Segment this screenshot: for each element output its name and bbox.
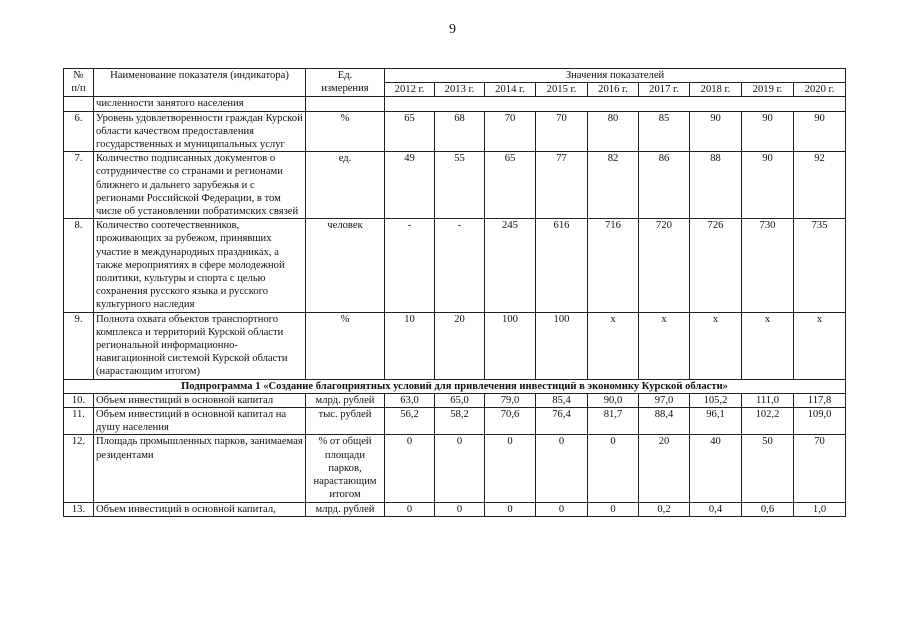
value-cell: 0 (385, 435, 435, 502)
header-values-group: Значения показателей (385, 69, 846, 83)
value-cell: 0,2 (639, 502, 690, 516)
value-cell: 0 (435, 502, 485, 516)
value-cell: 97,0 (639, 393, 690, 407)
row-number: 9. (64, 312, 94, 379)
value-cell: 0 (385, 502, 435, 516)
header-year: 2020 г. (794, 83, 846, 97)
value-cell: 90 (742, 111, 794, 152)
value-cell: 81,7 (588, 408, 639, 435)
value-cell: 0 (588, 502, 639, 516)
value-cell: х (690, 312, 742, 379)
table-row (64, 312, 846, 379)
table-row (64, 502, 846, 516)
header-year: 2015 г. (536, 83, 588, 97)
page-number: 9 (449, 22, 456, 37)
table-row (64, 219, 846, 312)
indicator-name: Площадь промышленных парков, занимаемая резидентами (94, 435, 306, 502)
unit-cell: % (306, 111, 385, 152)
value-cell: 76,4 (536, 408, 588, 435)
value-cell: 56,2 (385, 408, 435, 435)
row-number: 12. (64, 435, 94, 502)
value-cell: 109,0 (794, 408, 846, 435)
value-cell: 90 (690, 111, 742, 152)
indicator-name: Полнота охвата объектов транспортного комплекса и территорий Курской области региональной информационно-навигационной системой Курской области (нарастающим итогом) (94, 312, 306, 379)
value-cell: х (742, 312, 794, 379)
unit-cell: % (306, 312, 385, 379)
carry-over-text: численности занятого населения (94, 97, 306, 111)
value-cell: 77 (536, 152, 588, 219)
value-cell: 0 (485, 502, 536, 516)
row-number: 6. (64, 111, 94, 152)
header-year: 2014 г. (485, 83, 536, 97)
value-cell: 70 (794, 435, 846, 502)
indicator-name: Количество подписанных документов о сотрудничестве со странами и регионами ближнего и дальнего зарубежья и с регионами Российской Федерации, в том числе об установлении побратимских связей (94, 152, 306, 219)
value-cell: 716 (588, 219, 639, 312)
unit-cell: тыс. рублей (306, 408, 385, 435)
row-number: 11. (64, 408, 94, 435)
value-cell: х (794, 312, 846, 379)
value-cell: 0 (588, 435, 639, 502)
row-number: 13. (64, 502, 94, 516)
value-cell: 49 (385, 152, 435, 219)
value-cell: х (639, 312, 690, 379)
indicator-name: Объем инвестиций в основной капитал (94, 393, 306, 407)
value-cell: 70 (485, 111, 536, 152)
value-cell: 0,6 (742, 502, 794, 516)
indicator-name: Уровень удовлетворенности граждан Курской области качеством предоставления государственных и муниципальных услуг (94, 111, 306, 152)
value-cell: 111,0 (742, 393, 794, 407)
value-cell: 86 (639, 152, 690, 219)
row-number: 8. (64, 219, 94, 312)
indicators-table (63, 68, 846, 517)
value-cell: 0 (435, 435, 485, 502)
value-cell: 20 (435, 312, 485, 379)
value-cell: 82 (588, 152, 639, 219)
value-cell: - (435, 219, 485, 312)
table-row (64, 152, 846, 219)
unit-cell: ед. (306, 152, 385, 219)
value-cell: 65 (485, 152, 536, 219)
subprogram-title: Подпрограмма 1 «Создание благоприятных условий для привлечения инвестиций в экономику Курской области» (64, 379, 846, 393)
subprogram-row (64, 379, 846, 393)
unit-cell: человек (306, 219, 385, 312)
value-cell: 85 (639, 111, 690, 152)
unit-cell: млрд. рублей (306, 502, 385, 516)
indicator-name: Количество соотечественников, проживающих за рубежом, принявших участие в международных праздниках, а также мероприятиях в сфере молодежной политики, культуры и спорта с целью сохранения русского языка и русского культурного наследия (94, 219, 306, 312)
header-unit: Ед. измерения (306, 69, 385, 97)
value-cell: 1,0 (794, 502, 846, 516)
value-cell: 85,4 (536, 393, 588, 407)
value-cell: 88 (690, 152, 742, 219)
header-year: 2012 г. (385, 83, 435, 97)
value-cell: 79,0 (485, 393, 536, 407)
header-name: Наименование показателя (индикатора) (94, 69, 306, 97)
value-cell: 50 (742, 435, 794, 502)
header-year: 2016 г. (588, 83, 639, 97)
value-cell: 720 (639, 219, 690, 312)
value-cell: 65 (385, 111, 435, 152)
unit-cell: % от общей площади парков, нарастающим итогом (306, 435, 385, 502)
value-cell: - (385, 219, 435, 312)
value-cell: 0 (536, 435, 588, 502)
value-cell: 65,0 (435, 393, 485, 407)
value-cell: 68 (435, 111, 485, 152)
value-cell: 55 (435, 152, 485, 219)
value-cell: х (588, 312, 639, 379)
value-cell: 70 (536, 111, 588, 152)
value-cell: 735 (794, 219, 846, 312)
value-cell: 616 (536, 219, 588, 312)
value-cell: 245 (485, 219, 536, 312)
header-row-1 (64, 69, 846, 83)
unit-cell: млрд. рублей (306, 393, 385, 407)
table-row (64, 111, 846, 152)
value-cell: 90,0 (588, 393, 639, 407)
header-year: 2013 г. (435, 83, 485, 97)
row-number: 10. (64, 393, 94, 407)
value-cell: 63,0 (385, 393, 435, 407)
value-cell: 10 (385, 312, 435, 379)
table-row (64, 435, 846, 502)
value-cell: 730 (742, 219, 794, 312)
header-year: 2017 г. (639, 83, 690, 97)
value-cell: 90 (794, 111, 846, 152)
indicator-name: Объем инвестиций в основной капитал, (94, 502, 306, 516)
value-cell: 40 (690, 435, 742, 502)
value-cell: 0 (485, 435, 536, 502)
value-cell: 0,4 (690, 502, 742, 516)
table-row (64, 393, 846, 407)
table-row (64, 408, 846, 435)
value-cell: 90 (742, 152, 794, 219)
value-cell: 117,8 (794, 393, 846, 407)
value-cell: 100 (536, 312, 588, 379)
header-num: № п/п (64, 69, 94, 97)
value-cell: 70,6 (485, 408, 536, 435)
value-cell: 20 (639, 435, 690, 502)
value-cell: 58,2 (435, 408, 485, 435)
value-cell: 88,4 (639, 408, 690, 435)
indicator-name: Объем инвестиций в основной капитал на душу населения (94, 408, 306, 435)
value-cell: 96,1 (690, 408, 742, 435)
value-cell: 92 (794, 152, 846, 219)
carry-over-row (64, 97, 846, 111)
value-cell: 726 (690, 219, 742, 312)
header-year: 2019 г. (742, 83, 794, 97)
row-number: 7. (64, 152, 94, 219)
value-cell: 105,2 (690, 393, 742, 407)
value-cell: 100 (485, 312, 536, 379)
value-cell: 80 (588, 111, 639, 152)
value-cell: 102,2 (742, 408, 794, 435)
value-cell: 0 (536, 502, 588, 516)
header-year: 2018 г. (690, 83, 742, 97)
